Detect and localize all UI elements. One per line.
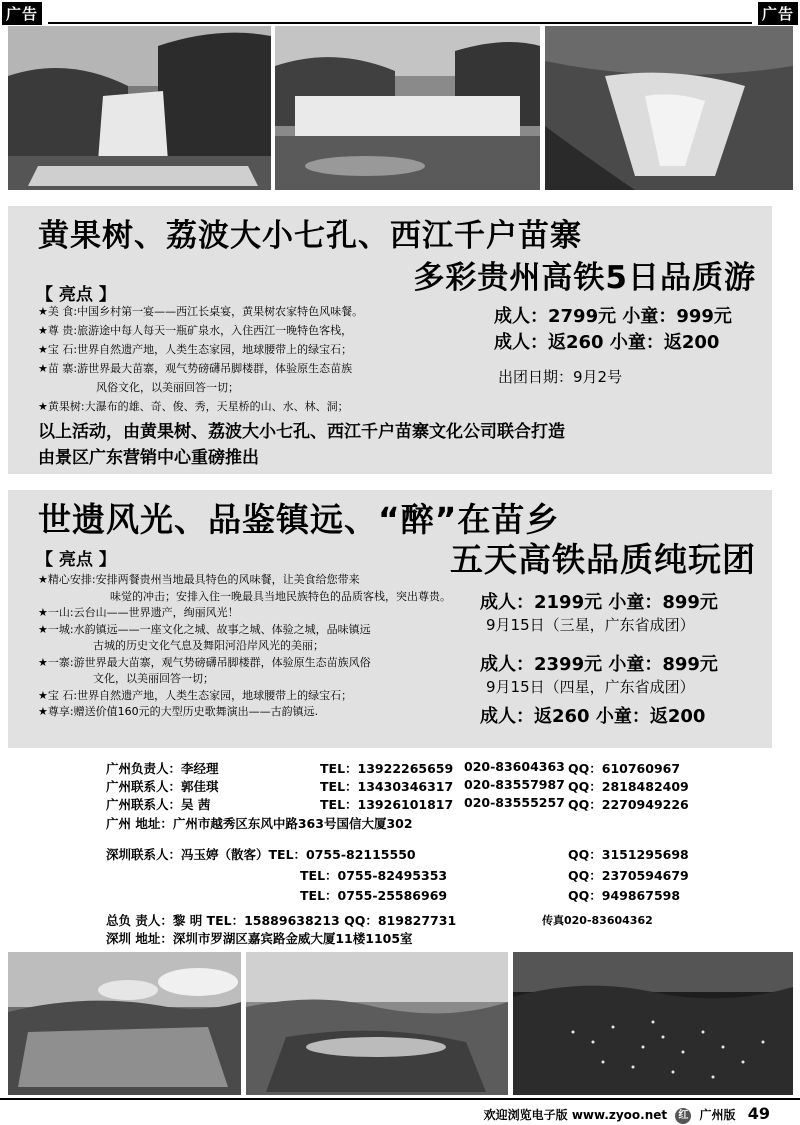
tour1-highlights-list bbox=[38, 302, 478, 416]
highlight-item: ★尊享:赠送价值160元的大型历史歌舞演出——古韵镇远. bbox=[38, 705, 319, 718]
highlight-item: ★一城:水韵镇远——一座文化之城、故事之城、体验之城，品味镇远 古城的历史文化气息及舞阳河沿岸风光的美丽； bbox=[38, 622, 371, 652]
tour1-depart-date: 出团日期：9月2号 bbox=[498, 368, 623, 386]
tour2-title-line1: 世遗风光、品鉴镇远、“醉”在苗乡 bbox=[38, 500, 560, 539]
highlight-item: ★精心安排:安排两餐贵州当地最具特色的风味餐，让美食给您带来 味觉的冲击；安排入住一晚最具当地民族特色的品质客栈，突出尊贵。 bbox=[38, 573, 451, 603]
footer-site-link[interactable]: www.zyoo.net bbox=[571, 1108, 668, 1122]
highlight-item: ★苗 寨:游世界最大苗寨，观气势磅礴吊脚楼群，体验原生态苗族 风俗文化，以美丽回答一切； bbox=[38, 362, 353, 394]
highlight-item: ★宝 石:世界自然遗产地，人类生态家园，地球腰带上的绿宝石； bbox=[38, 688, 353, 702]
waterfall-photo-2 bbox=[275, 26, 540, 190]
gz-contact-role-3: 广州联系人：吴 茜 bbox=[106, 797, 211, 812]
tour1-highlights-heading: 【 亮点 】 bbox=[36, 285, 116, 305]
gz-contact-role-1: 广州负责人：李经理 bbox=[106, 761, 219, 776]
brand-logo-icon: 红 bbox=[675, 1108, 691, 1124]
sz-tel-2: TEL：0755-82495353 bbox=[300, 868, 448, 883]
footer-welcome: 欢迎浏览电子版 bbox=[483, 1108, 568, 1122]
top-divider bbox=[48, 22, 752, 24]
sz-qq-3: QQ：949867598 bbox=[568, 888, 681, 903]
tour1-price-line2: 成人：返260 小童：返200 bbox=[494, 332, 720, 353]
gz-contact-tel2-1: 020-83604363 bbox=[464, 759, 565, 774]
village-photo-1 bbox=[8, 952, 241, 1095]
footer-edition: 广州版 bbox=[699, 1108, 736, 1122]
village-photo-2 bbox=[246, 952, 508, 1095]
gz-contact-tel2-2: 020-83557987 bbox=[464, 777, 565, 792]
sz-tel-3: TEL：0755-25586969 bbox=[300, 888, 448, 903]
highlight-item: ★黄果树:大瀑布的雄、奇、俊、秀，天星桥的山、水、林、洞； bbox=[38, 400, 349, 413]
highlight-item: ★美 食:中国乡村第一宴——西江长桌宴，黄果树农家特色风味餐。 bbox=[38, 305, 364, 318]
sz-qq-1: QQ：3151295698 bbox=[568, 847, 689, 862]
ad-tag-left: 广告 bbox=[2, 2, 42, 25]
waterfall-photo-1 bbox=[8, 26, 271, 190]
gz-address: 广州 地址：广州市越秀区东风中路363号国信大厦302 bbox=[106, 816, 413, 831]
tour1-title-line2: 多彩贵州高铁5日品质游 bbox=[413, 260, 756, 296]
fax-number: 传真020-83604362 bbox=[542, 914, 653, 927]
highlight-item: ★尊 贵:旅游途中每人每天一瓶矿泉水，入住西江一晚特色客栈， bbox=[38, 324, 353, 337]
ad-tag-right: 广告 bbox=[758, 2, 798, 25]
tour2-highlights-list bbox=[38, 572, 458, 721]
tour1-summary-line2: 由景区广东营销中心重磅推出 bbox=[38, 448, 259, 468]
page-footer bbox=[484, 1104, 770, 1124]
gz-contact-qq-3: QQ：2270949226 bbox=[568, 797, 689, 812]
gz-contact-qq-2: QQ：2818482409 bbox=[568, 779, 689, 794]
waterfall-photo-3 bbox=[545, 26, 793, 190]
gz-contact-qq-1: QQ：610760967 bbox=[568, 761, 681, 776]
tour-section-2 bbox=[8, 490, 772, 748]
tour1-price-line1: 成人：2799元 小童：999元 bbox=[494, 306, 732, 327]
tour2-date-a: 9月15日（三星，广东省成团） bbox=[486, 616, 695, 634]
village-night-photo bbox=[513, 952, 793, 1095]
highlight-item: ★宝 石:世界自然遗产地，人类生态家园，地球腰带上的绿宝石； bbox=[38, 343, 353, 356]
page-number: 49 bbox=[747, 1104, 770, 1123]
gz-contact-tel-2: TEL：13430346317 bbox=[320, 779, 454, 794]
bottom-divider bbox=[0, 1098, 800, 1100]
tour2-price-a: 成人：2199元 小童：899元 bbox=[480, 592, 718, 613]
gz-contact-tel2-3: 020-83555257 bbox=[464, 795, 565, 810]
highlight-item: ★一山:云台山——世界遗产，绚丽风光！ bbox=[38, 606, 239, 619]
sz-qq-2: QQ：2370594679 bbox=[568, 868, 689, 883]
tour1-title-line1: 黄果树、荔波大小七孔、西江千户苗寨 bbox=[38, 218, 582, 254]
tour2-price-b: 成人：2399元 小童：899元 bbox=[480, 654, 718, 675]
sz-address: 深圳 地址：深圳市罗湖区嘉宾路金威大厦11楼1105室 bbox=[106, 931, 413, 946]
gz-contact-tel-1: TEL：13922265659 bbox=[320, 761, 454, 776]
tour1-summary-line1: 以上活动，由黄果树、荔波大小七孔、西江千户苗寨文化公司联合打造 bbox=[38, 422, 565, 442]
boss-contact: 总负 责人：黎 明 TEL：15889638213 QQ：819827731 bbox=[106, 913, 457, 928]
gz-contact-role-2: 广州联系人：郭佳琪 bbox=[106, 779, 219, 794]
tour-section-1 bbox=[8, 206, 772, 474]
gz-contact-tel-3: TEL：13926101817 bbox=[320, 797, 454, 812]
tour2-highlights-heading: 【 亮点 】 bbox=[36, 550, 116, 570]
tour2-price-c: 成人：返260 小童：返200 bbox=[480, 706, 706, 727]
tour2-date-b: 9月15日（四星，广东省成团） bbox=[486, 678, 695, 696]
sz-contact: 深圳联系人：冯玉婷（散客）TEL：0755-82115550 bbox=[106, 847, 416, 862]
highlight-item: ★一寨:游世界最大苗寨，观气势磅礴吊脚楼群，体验原生态苗族风俗 文化，以美丽回答一切； bbox=[38, 655, 371, 685]
tour2-title-line2: 五天高铁品质纯玩团 bbox=[450, 540, 756, 579]
